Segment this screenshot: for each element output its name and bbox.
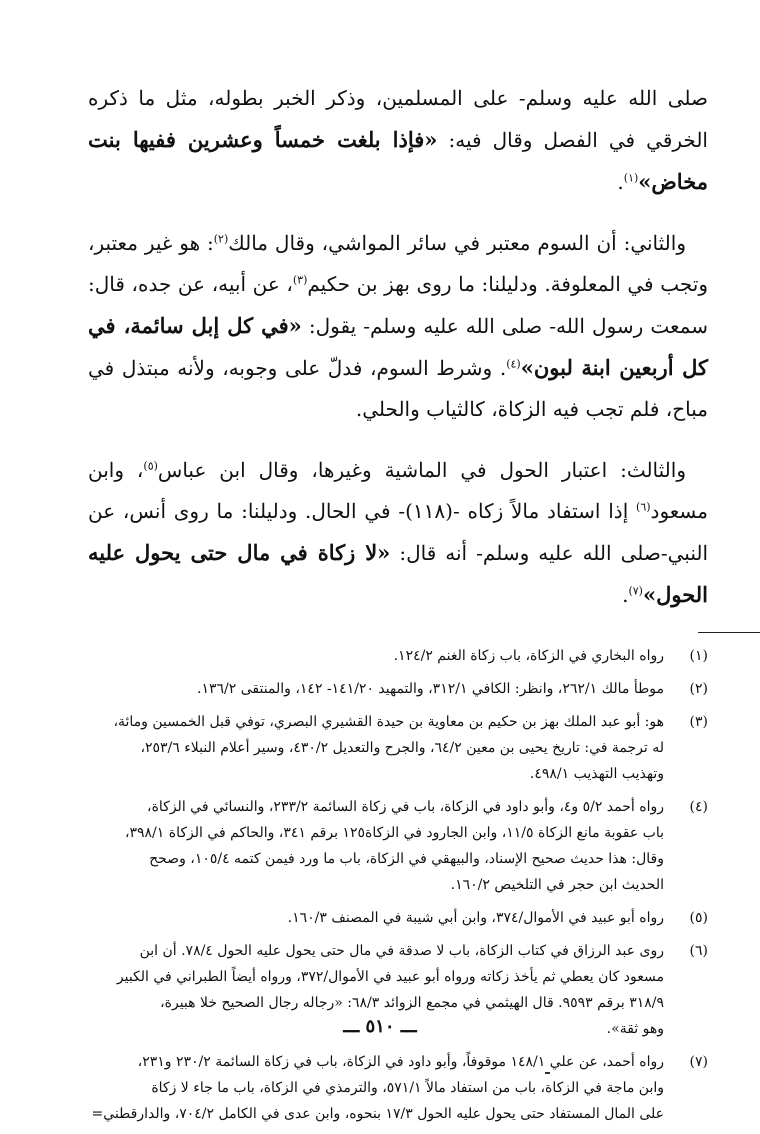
- p2-text-4: . وشرط السوم، فدلّ على وجوبه، ولأنه مبتذل في مباح، فلم تجب فيه الزكاة، كالثياب والحلي.: [88, 356, 708, 421]
- footnote: [88, 676, 708, 702]
- footnote-number: (٦): [689, 943, 708, 959]
- footnote-separator: [698, 632, 760, 633]
- footnote-ref-1[interactable]: (١): [623, 171, 639, 185]
- footnote-ref-6[interactable]: (٦): [636, 500, 651, 514]
- footnote-line: رواه البخاري في الزكاة، باب زكاة الغنم ١٢٤/٢.: [393, 648, 664, 664]
- footnote-number: (٤): [689, 799, 708, 815]
- footnote-line: وابن ماجة في الزكاة، باب من استفاد مالاً ٥٧١/١، والترمذي في الزكاة، باب ما جاء لا زكاة: [151, 1080, 664, 1096]
- p2-text-1: والثاني: أن السوم معتبر في سائر المواشي، وقال مالك: [228, 231, 686, 255]
- footnote-line: ٣١٨/٩ برقم ٩٥٩٣. قال الهيثمي في مجمع الزوائد ٦٨/٣: «رجاله رجال الصحيح خلا هبيرة،: [160, 995, 664, 1011]
- footnote-ref-3[interactable]: (٣): [292, 273, 308, 287]
- footnote-line: رواه أبو عبيد في الأموال/٣٧٤، وابن أبي شيبة في المصنف ١٦٠/٣.: [287, 910, 664, 926]
- footnote-line: هو: أبو عبد الملك بهز بن حكيم بن معاوية بن حيدة القشيري البصري، توفي قبل الخمسين ومائة،: [113, 714, 664, 730]
- p3-text-2: ، وابن مسعود: [88, 458, 708, 523]
- footnote-line: وتهذيب التهذيب ٤٩٨/١.: [529, 766, 664, 782]
- paragraph-1: [88, 78, 708, 203]
- p3-end: .: [622, 583, 629, 607]
- footnote: [88, 794, 708, 898]
- page-number: ـــ ٥١٠ ـــ: [343, 1016, 417, 1037]
- footnote-number: (٧): [689, 1054, 708, 1070]
- footnote-ref-4[interactable]: (٤): [506, 357, 521, 371]
- footnote-line: باب عقوبة مانع الزكاة ١١/٥، وابن الجارود في الزكاة١٢٥ برقم ٣٤١، والحاكم في الزكاة ٣٩٨/١،: [124, 825, 664, 841]
- p3-hadith-quote: «لا زكاة في مال حتى يحول عليه الحول»: [88, 540, 708, 607]
- footnote-text: [88, 1049, 664, 1127]
- footnote-text: [88, 709, 664, 787]
- p2-text-2: : هو غير معتبر، وتجب في المعلوفة. ودليلنا: ما روى بهز بن حكيم: [88, 231, 708, 296]
- footnote: [88, 643, 708, 669]
- footnote: [88, 905, 708, 931]
- footnote-text: [88, 794, 664, 898]
- footnote-line: روى عبد الرزاق في كتاب الزكاة، باب لا صدقة في مال حتى يحول عليه الحول ٧٨/٤. أن ابن: [139, 943, 664, 959]
- p3-text-3: إذا استفاد مالاً زكاه -(١١٨)- في الحال. ودليلنا: ما روى أنس، عن النبي-صلى الله عليه وسلم- أنه قال:: [88, 499, 708, 565]
- footnote-text: [88, 643, 664, 669]
- footnote-line: وهو ثقة».: [606, 1021, 664, 1037]
- footnote-line: وقال: هذا حديث صحيح الإسناد، والبيهقي في الزكاة، باب ما ورد فيمن كتمه ١٠٥/٤، وصحح: [149, 851, 664, 867]
- footnote-ref-2[interactable]: (٢): [213, 232, 229, 246]
- footnote-line: الحديث ابن حجر في التلخيص ١٦٠/٢.: [450, 877, 664, 893]
- p1-hadith-quote: «فإذا بلغت خمساً وعشرين ففيها بنت مخاض»: [88, 127, 708, 194]
- footnote-ref-7[interactable]: (٧): [628, 584, 643, 598]
- page: [88, 78, 708, 1134]
- footnote-line: له ترجمة في: تاريخ يحيى بن معين ٦٤/٢، والجرح والتعديل ٤٣٠/٢، وسير أعلام النبلاء ٢٥٣/٦،: [140, 740, 664, 756]
- footnote-text: [88, 676, 664, 702]
- footnote-line: رواه أحمد، عن علي ١٤٨/١ موقوفاً، وأبو داود في الزكاة، باب في زكاة السائمة ٢٣٠/٢ و٢٣١،: [137, 1054, 664, 1070]
- main-text: [88, 78, 708, 616]
- p2-hadith-quote: «في كل إبل سائمة، في كل أربعين ابنة لبون»: [88, 313, 709, 380]
- footnote: [88, 1049, 708, 1127]
- paragraph-3: [88, 450, 708, 616]
- paragraph-2: [88, 223, 708, 430]
- footnote-line: مسعود كان يعطي ثم يأخذ زكاته ورواه أبو عبيد في الأموال/٣٧٢، ورواه أيضاً الطبراني في الكبير: [116, 969, 664, 985]
- p1-end: .: [617, 170, 624, 194]
- footnote-number: (١): [689, 648, 708, 664]
- footnote-ref-5[interactable]: (٥): [143, 459, 158, 473]
- p2-text-3: ، عن أبيه، عن جده، قال: سمعت رسول الله- صلى الله عليه وسلم- يقول:: [88, 272, 708, 338]
- footnote-line: على المال المستفاد حتى يحول عليه الحول ١٧/٣ بنحوه، وابن عدى في الكامل ٧٠٤/٢، والدارقطني=: [91, 1106, 664, 1122]
- footnote: [88, 709, 708, 787]
- footnote-text: [88, 905, 664, 931]
- footnotes: [88, 643, 708, 1127]
- p1-text: صلى الله عليه وسلم- على المسلمين، وذكر الخبر بطوله، مثل ما ذكره الخرقي في الفصل وقال فيه:: [88, 86, 708, 152]
- print-mark: [545, 1072, 550, 1074]
- footnote-line: رواه أحمد ٥/٢ و٤، وأبو داود في الزكاة، باب في زكاة السائمة ٢٣٣/٢، والنسائي في الزكاة،: [147, 799, 664, 815]
- p3-text-1: والثالث: اعتبار الحول في الماشية وغيرها، وقال ابن عباس: [157, 458, 686, 482]
- footnote-number: (٣): [689, 714, 708, 730]
- footnote-line: موطأ مالك ٢٦٢/١، وانظر: الكافي ٣١٢/١، والتمهيد ١٤١/٢٠- ١٤٢، والمنتقى ١٣٦/٢.: [197, 681, 664, 697]
- footnote-number: (٢): [689, 681, 708, 697]
- footnote-number: (٥): [689, 910, 708, 926]
